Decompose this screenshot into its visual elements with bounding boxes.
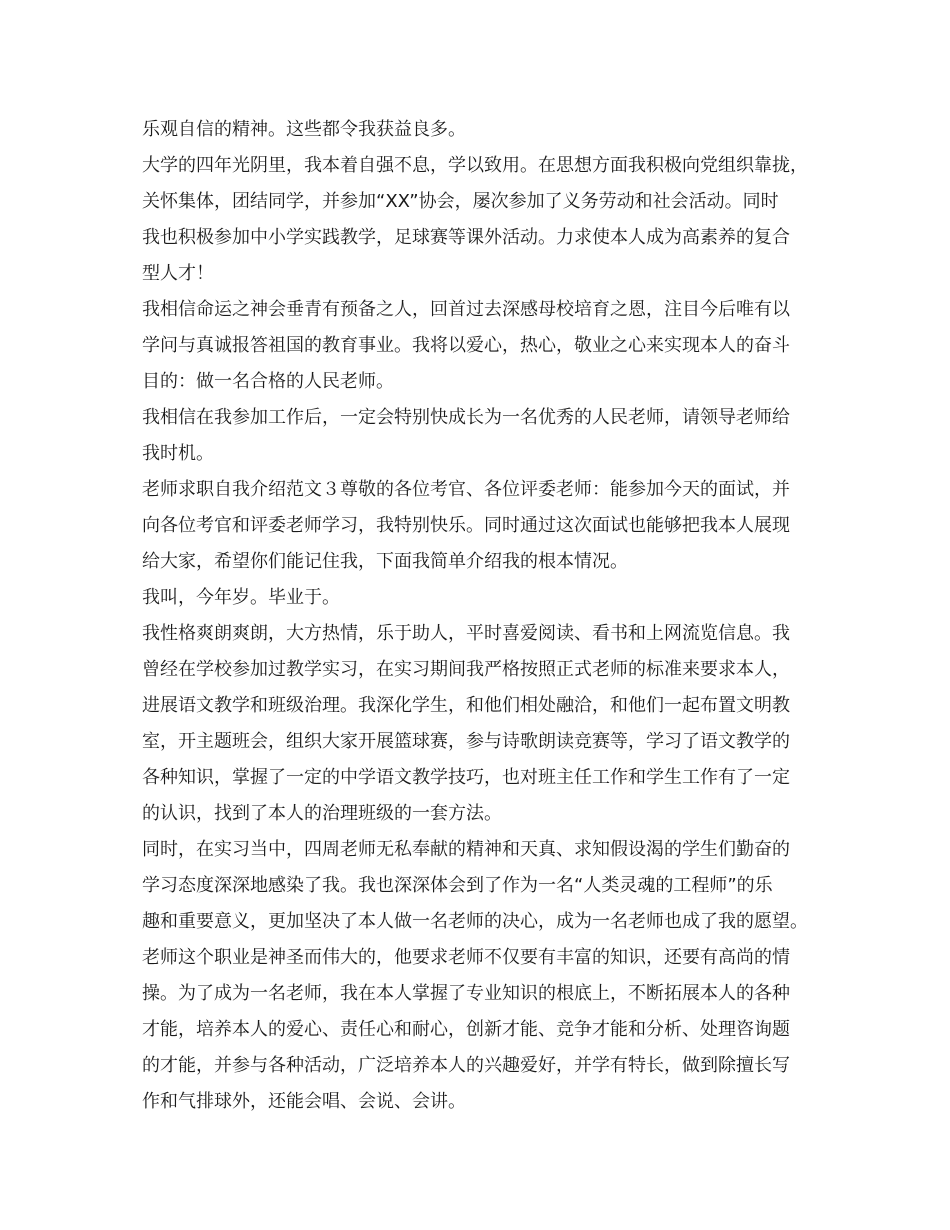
document-body — [142, 112, 822, 1120]
text-line: 同时，在实习当中，四周老师无私奉献的精神和天真、求知假设渴的学生们勤奋的 — [142, 839, 790, 860]
text-line: 我性格爽朗爽朗，大方热情，乐于助人，平时喜爱阅读、看书和上网流览信息。我 — [142, 623, 790, 644]
text-line: 向各位考官和评委老师学习，我特别快乐。同时通过这次面试也能够把我本人展现 — [142, 515, 790, 536]
text-line: 作和气排球外，还能会唱、会说、会讲。 — [142, 1091, 466, 1112]
text-line: 给大家，希望你们能记住我，下面我简单介绍我的根本情况。 — [142, 551, 628, 572]
text-line: 乐观自信的精神。这些都令我获益良多。 — [142, 119, 466, 140]
text-line: 我叫，今年岁。毕业于。 — [142, 587, 340, 608]
text-line: 才能，培养本人的爱心、责任心和耐心，创新才能、竞争才能和分析、处理咨询题 — [142, 1019, 790, 1040]
text-line: 曾经在学校参加过教学实习，在实习期间我严格按照正式老师的标准来要求本人， — [142, 659, 790, 680]
text-line: 我相信命运之神会垂青有预备之人，回首过去深感母校培育之恩，注目今后唯有以 — [142, 299, 790, 320]
text-line: 目的：做一名合格的人民老师。 — [142, 371, 394, 392]
text-line: 关怀集体，团结同学，并参加“XX”协会，屡次参加了义务劳动和社会活动。同时 — [142, 191, 779, 212]
text-line: 我相信在我参加工作后，一定会特别快成长为一名优秀的人民老师，请领导老师给 — [142, 407, 790, 428]
text-line: 学习态度深深地感染了我。我也深深体会到了作为一名“人类灵魂的工程师”的乐 — [142, 875, 773, 896]
text-line: 趣和重要意义，更加坚决了本人做一名老师的决心，成为一名老师也成了我的愿望。 — [142, 911, 808, 932]
text-line: 的认识，找到了本人的治理班级的一套方法。 — [142, 803, 502, 824]
text-line: 的才能，并参与各种活动，广泛培养本人的兴趣爱好，并学有特长，做到除擅长写 — [142, 1055, 790, 1076]
text-line: 各种知识，掌握了一定的中学语文教学技巧，也对班主任工作和学生工作有了一定 — [142, 767, 790, 788]
text-line: 型人才！ — [142, 263, 214, 284]
text-line: 我也积极参加中小学实践教学，足球赛等课外活动。力求使本人成为高素养的复合 — [142, 227, 790, 248]
text-line: 大学的四年光阴里，我本着自强不息，学以致用。在思想方面我积极向党组织靠拢， — [142, 155, 808, 176]
text-line: 学问与真诚报答祖国的教育事业。我将以爱心，热心，敬业之心来实现本人的奋斗 — [142, 335, 790, 356]
text-line: 老师这个职业是神圣而伟大的，他要求老师不仅要有丰富的知识，还要有高尚的情 — [142, 947, 790, 968]
text-line: 我时机。 — [142, 443, 214, 464]
text-line: 操。为了成为一名老师，我在本人掌握了专业知识的根底上，不断拓展本人的各种 — [142, 983, 790, 1004]
text-line: 老师求职自我介绍范文３尊敬的各位考官、各位评委老师：能参加今天的面试，并 — [142, 479, 790, 500]
text-line: 进展语文教学和班级治理。我深化学生，和他们相处融洽，和他们一起布置文明教 — [142, 695, 790, 716]
text-line: 室，开主题班会，组织大家开展篮球赛，参与诗歌朗读竞赛等，学习了语文教学的 — [142, 731, 790, 752]
